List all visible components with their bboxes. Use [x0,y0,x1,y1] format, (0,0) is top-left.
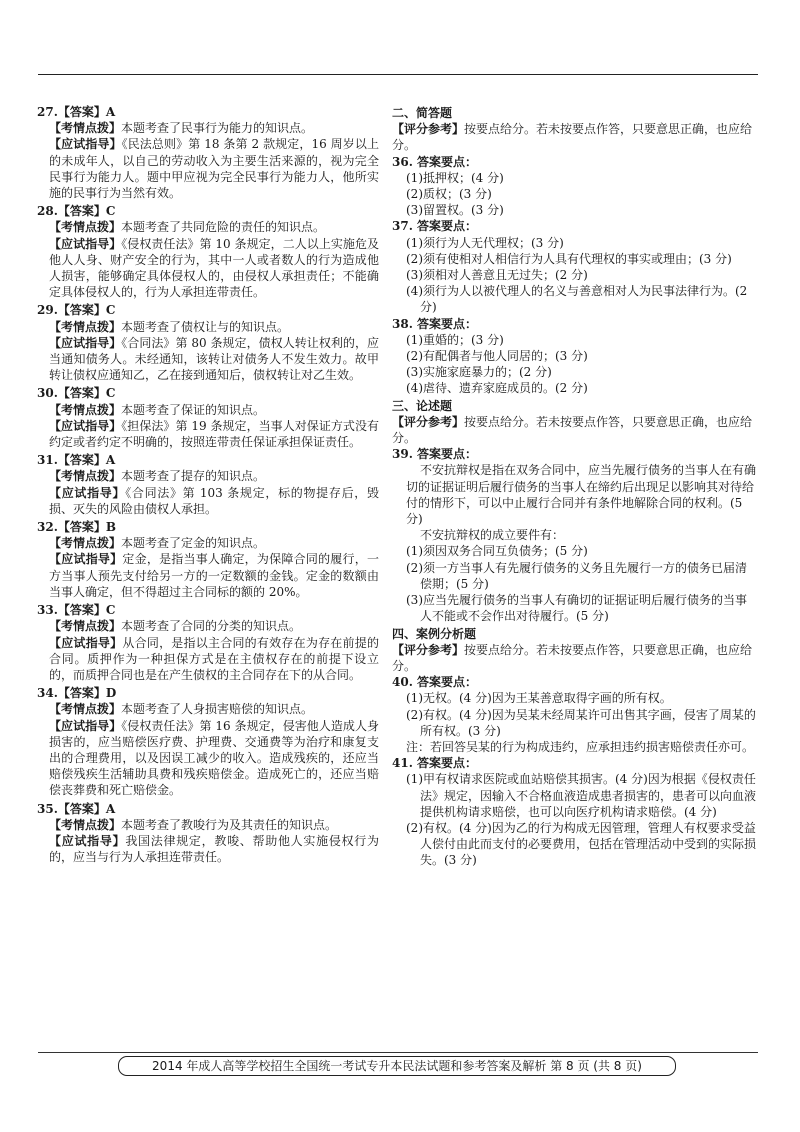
para-text: 从合同，是指以主合同的有效存在为存在前提的合同。质押作为一种担保方式是在主债权存在的前提下设立的，而质押合同也是在产生债权的主合同存在下的从合同。 [49,635,379,682]
answer-head: 33.【答案】C [37,603,116,618]
answer-30 [37,385,379,450]
para-text: 本题考查了提存的知识点。 [121,469,266,484]
list-item: (3)应当先履行债务的当事人有确切的证据证明后履行债务的当事人不能或不会作出对待履行。(5 分) [406,593,748,624]
list-item: (4)虐待、遗弃家庭成员的。(2 分) [406,381,588,396]
para-text: 本题考查了合同的分类的知识点。 [121,619,302,634]
para-text: 定金，是指当事人确定，为保障合同的履行，一方当事人预先支付给另一方的一定数额的金钱。定金的数额由当事人确定，但不得超过主合同标的额的 20%。 [49,552,379,599]
tag-label: 【考情点拨】 [49,536,122,551]
list-item: (1)须行为人无代理权；(3 分) [406,235,564,250]
note-text: 注：若回答吴某的行为构成违约，应承担违约损害赔偿责任亦可。 [406,739,755,754]
paragraph: 不安抗辩权的成立要件有： [420,528,565,543]
tag-label: 【考情点拨】 [49,817,122,832]
para-text: 我国法律规定，教唆、帮助他人实施侵权行为的，应当与行为人承担连带责任。 [49,833,379,865]
list-item: (3)须相对人善意且无过失；(2 分) [406,268,588,283]
point-para [37,701,379,717]
top-rule [38,74,758,75]
list-item: (2)质权；(3 分) [406,187,492,202]
para-text: 《合同法》第 80 条规定，债权人转让权利的，应当通知债务人。未经通知，该转让对债务人不发生效力。故甲转让债权应通知乙，乙在接到通知后，债权转让对乙生效。 [49,335,379,383]
answer-head: 37. 答案要点： [392,219,478,234]
guide-para [37,485,379,517]
answer-32 [37,519,379,600]
point-para [37,219,379,235]
list-item: (2)有配偶者与他人同居的；(3 分) [406,349,588,364]
para-text: 按要点给分。若未按要点作答，只要意思正确，也应给分。 [392,414,753,446]
para-text: 本题考查了保证的知识点。 [121,402,266,417]
footer-rule [38,1052,758,1053]
tag-label: 【考情点拨】 [49,121,122,136]
answer-34 [37,685,379,798]
para-text: 《侵权责任法》第 10 条规定，二人以上实施危及他人人身、财产安全的行为，其中一人或者数人的行为造成他人损害，能够确定具体侵权人的，由侵权人承担责任；不能确定具体侵权人的，行为人承担连带责任。 [49,236,379,300]
page-footer: 2014 年成人高等学校招生全国统一考试专升本民法试题和参考答案及解析 第 8 页 (共 8 页) [118,1056,676,1076]
answer-head: 34.【答案】D [37,686,117,701]
answer-head: 35.【答案】A [37,801,116,816]
answer-head: 29.【答案】C [37,303,116,318]
guide-para [37,335,379,384]
left-column [37,104,379,867]
list-item: (2)须一方当事人有先履行债务的义务且先履行一方的债务已届清偿期；(5 分) [406,560,748,591]
list-item: (1)须因双务合同互负债务；(5 分) [406,544,588,559]
tag-label: 【应试指导】 [49,635,123,650]
list-item: (4)须行为人以被代理人的名义与善意相对人为民事法律行为。(2 分) [406,284,748,315]
tag-label: 【应试指导】 [49,485,126,500]
tag-label: 【应试指导】 [49,552,123,567]
section-title: 四、案例分析题 [392,626,477,641]
answer-head: 36. 答案要点： [392,154,478,169]
tag-label: 【考情点拨】 [49,220,122,235]
tag-label: 【应试指导】 [49,718,122,733]
list-item: (2)有权。(4 分)因为乙的行为构成无因管理，管理人有权要求受益人偿付由此而支付的必要费用，包括在管理活动中受到的实际损失。(3 分) [406,820,757,868]
tag-label: 【评分参考】 [392,642,465,657]
section-title: 三、论述题 [392,398,453,413]
tag-label: 【考情点拨】 [49,319,122,334]
guide-para [37,551,379,600]
para-text: 本题考查了定金的知识点。 [121,536,266,551]
list-item: (1)重婚的；(3 分) [406,332,504,347]
answer-head: 40. 答案要点： [392,675,478,690]
guide-para [37,136,379,201]
answer-head: 28.【答案】C [37,204,116,219]
list-item: (2)有权。(4 分)因为吴某未经周某许可出售其字画，侵害了周某的所有权。(3 分) [406,707,756,738]
tag-label: 【考情点拨】 [49,402,122,417]
answer-head: 39. 答案要点： [392,447,478,462]
answer-head: 27.【答案】A [37,105,116,119]
tag-label: 【应试指导】 [49,418,122,433]
para-text: 本题考查了共同危险的责任的知识点。 [121,220,326,235]
list-item: (1)抵押权；(4 分) [406,170,504,185]
para-text: 按要点给分。若未按要点作答，只要意思正确，也应给分。 [392,122,753,153]
guide-para [37,418,379,450]
list-item: (1)无权。(4 分)因为王某善意取得字画的所有权。 [406,691,672,706]
tag-label: 【评分参考】 [392,122,465,137]
answer-head: 41. 答案要点： [392,756,478,771]
tag-label: 【考情点拨】 [49,702,122,717]
point-para [37,817,379,833]
answer-29 [37,302,379,383]
section-title: 二、简答题 [392,106,453,120]
tag-label: 【考情点拨】 [49,469,122,484]
para-text: 《侵权责任法》第 16 条规定，侵害他人造成人身损害的，应当赔偿医疗费、护理费、交通费等为治疗和康复支出的合理费用，以及因误工减少的收入。造成残疾的，还应当赔偿残疾生活辅助具费和残疾赔偿金。造成死亡的，还应当赔偿丧葬费和死亡赔偿金。 [49,718,379,798]
tag-label: 【应试指导】 [49,335,122,350]
point-para [37,402,379,418]
answer-head: 30.【答案】C [37,386,116,401]
answer-28 [37,203,379,300]
guide-para [37,236,379,301]
para-text: 按要点给分。若未按要点作答，只要意思正确，也应给分。 [392,642,753,673]
answer-31 [37,452,379,517]
tag-label: 【应试指导】 [49,137,122,152]
tag-label: 【应试指导】 [49,236,122,251]
answer-head: 32.【答案】B [37,520,117,535]
list-item: (2)须有使相对人相信行为人具有代理权的事实或理由；(3 分) [406,251,732,266]
paragraph: 不安抗辩权是指在双务合同中，应当先履行债务的当事人在有确切的证据证明后履行债务的当事人在缔约后出现足以影响其对待给付的情形下，可以中止履行合同并有条件地解除合同的权利。(5 分) [406,463,757,527]
point-para [37,319,379,335]
right-column [392,104,758,869]
para-text: 《担保法》第 19 条规定，当事人对保证方式没有约定或者约定不明确的，按照连带责任保证承担保证责任。 [49,418,379,450]
list-item: (3)实施家庭暴力的；(2 分) [406,365,552,380]
para-text: 本题考查了教唆行为及其责任的知识点。 [121,817,338,832]
answer-27 [37,104,379,201]
tag-label: 【考情点拨】 [49,619,122,634]
para-text: 本题考查了民事行为能力的知识点。 [121,121,314,136]
scoring-note [392,642,758,674]
tag-label: 【应试指导】 [49,833,126,848]
answer-35 [37,801,379,866]
list-item: (3)留置权。(3 分) [406,203,504,218]
point-para [37,618,379,634]
guide-para [37,635,379,684]
tag-label: 【评分参考】 [392,414,465,429]
scoring-note [392,121,758,153]
list-item: (1)甲有权请求医院或血站赔偿其损害。(4 分)因为根据《侵权责任法》规定，因输入不合格血液造成患者损害的，患者可以向血液提供机构请求赔偿，也可以向医疗机构请求赔偿。(4 分) [406,772,757,819]
scoring-note [392,414,758,446]
para-text: 本题考查了人身损害赔偿的知识点。 [121,702,314,717]
answer-33 [37,602,379,683]
point-para [37,468,379,484]
answer-head: 38. 答案要点： [392,316,478,331]
para-text: 《民法总则》第 18 条第 2 款规定，16 周岁以上的未成年人，以自己的劳动收入为主要生活来源的，视为完全民事行为能力人。题中甲应视为完全民事行为能力人，他所实施的民事行为当然有效。 [49,137,379,201]
point-para [37,120,379,136]
guide-para [37,833,379,865]
para-text: 本题考查了债权让与的知识点。 [121,319,290,334]
point-para [37,535,379,551]
answer-head: 31.【答案】A [37,453,116,468]
guide-para [37,718,379,799]
para-text: 《合同法》第 103 条规定，标的物提存后，毁损、灭失的风险由债权人承担。 [49,485,379,516]
